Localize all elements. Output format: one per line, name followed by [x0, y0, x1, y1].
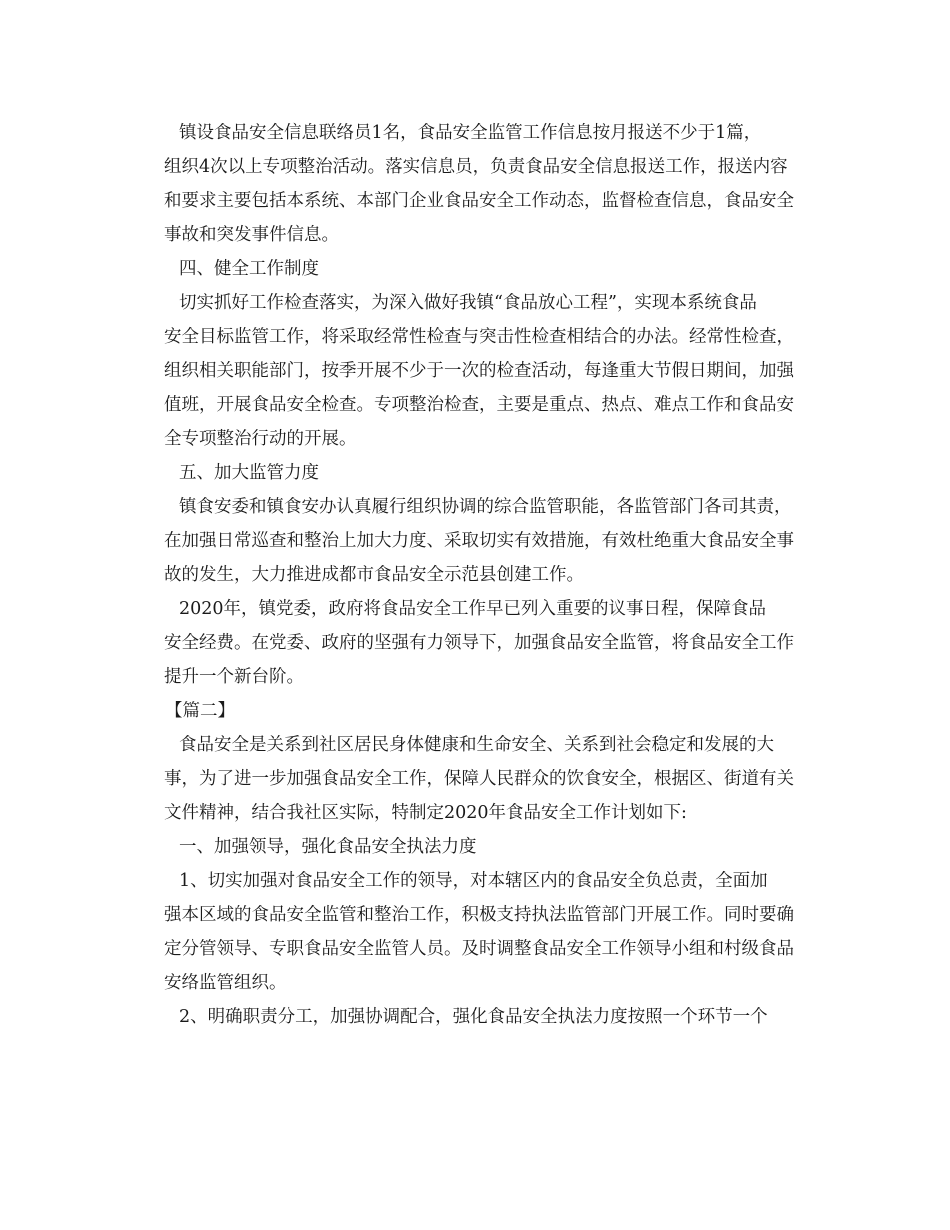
paragraph-line: 食品安全是关系到社区居民身体健康和生命安全、关系到社会稳定和发展的大	[179, 735, 774, 755]
paragraph-line: 组织相关职能部门，按季开展不少于一次的检查活动，每逢重大节假日期间，加强	[164, 361, 794, 381]
paragraph-line: 安络监管组织。	[164, 973, 287, 993]
paragraph-line: 2、明确职责分工，加强协调配合，强化食品安全执法力度按照一个环节一个	[179, 1007, 768, 1027]
document-body	[165, 116, 815, 1034]
paragraph-line: 全专项整治行动的开展。	[164, 429, 357, 449]
paragraph-line: 故的发生，大力推进成都市食品安全示范县创建工作。	[164, 565, 584, 585]
part-heading: 【篇二】	[165, 701, 235, 721]
paragraph-line: 强本区域的食品安全监管和整治工作，积极支持执法监管部门开展工作。同时要确	[164, 905, 794, 925]
paragraph-line: 安全目标监管工作，将采取经常性检查与突击性检查相结合的办法。经常性检查，	[164, 327, 794, 347]
paragraph-line: 2020年，镇党委，政府将食品安全工作早已列入重要的议事日程，保障食品	[179, 599, 767, 619]
paragraph-line: 镇食安委和镇食安办认真履行组织协调的综合监管职能，各监管部门各司其责，	[179, 497, 792, 517]
paragraph-line: 事，为了进一步加强食品安全工作，保障人民群众的饮食安全，根据区、街道有关	[164, 769, 794, 789]
paragraph-line: 组织4次以上专项整治活动。落实信息员，负责食品安全信息报送工作，报送内容	[164, 157, 788, 177]
section-heading: 四、健全工作制度	[179, 259, 319, 279]
paragraph-line: 镇设食品安全信息联络员1名，食品安全监管工作信息按月报送不少于1篇，	[179, 123, 762, 143]
paragraph-line: 事故和突发事件信息。	[164, 225, 339, 245]
paragraph-line: 定分管领导、专职食品安全监管人员。及时调整食品安全工作领导小组和村级食品	[164, 939, 794, 959]
paragraph-line: 提升一个新台阶。	[164, 667, 304, 687]
paragraph-line: 和要求主要包括本系统、本部门企业食品安全工作动态，监督检查信息，食品安全	[164, 191, 794, 211]
section-heading: 五、加大监管力度	[179, 463, 319, 483]
paragraph-line: 1、切实加强对食品安全工作的领导，对本辖区内的食品安全负总责，全面加	[179, 871, 768, 891]
section-heading: 一、加强领导，强化食品安全执法力度	[179, 837, 477, 857]
paragraph-line: 在加强日常巡查和整治上加大力度、采取切实有效措施，有效杜绝重大食品安全事	[164, 531, 794, 551]
paragraph-line: 值班，开展食品安全检查。专项整治检查，主要是重点、热点、难点工作和食品安	[164, 395, 794, 415]
paragraph-line: 文件精神，结合我社区实际，特制定2020年食品安全工作计划如下:	[164, 803, 687, 823]
paragraph-line: 安全经费。在党委、政府的坚强有力领导下，加强食品安全监管，将食品安全工作	[164, 633, 794, 653]
paragraph-line: 切实抓好工作检查落实，为深入做好我镇“食品放心工程”，实现本系统食品	[179, 293, 757, 313]
